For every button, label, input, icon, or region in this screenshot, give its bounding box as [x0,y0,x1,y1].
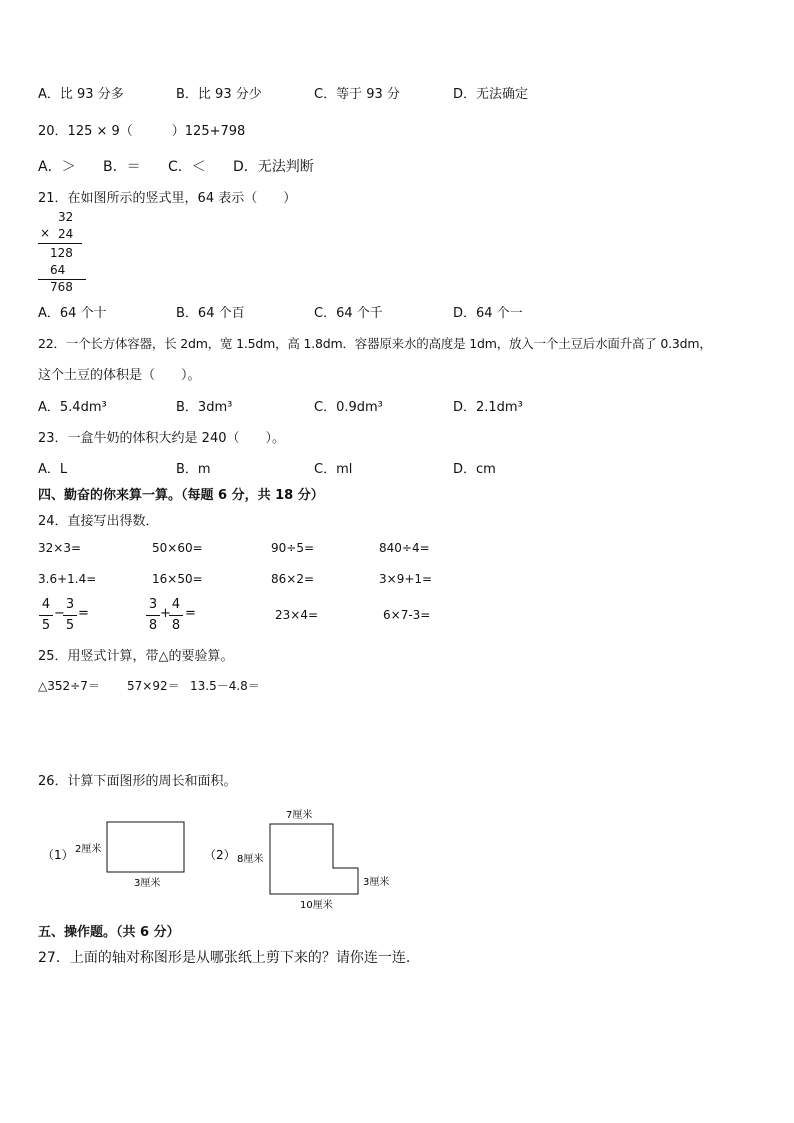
q22-stem-line-1: 22．一个长方体容器，长 2dm，宽 1.5dm，高 1.8dm．容器原来水的高度是 1dm，放入一个土豆后水面升高了 0.3dm， [38,336,712,351]
q23-option-a: A．L [38,462,68,477]
q19-option-d: D．无法确定 [453,87,529,102]
q21-calc-partial-1: 128 [50,246,73,260]
q25-item: 13.5－4.8＝ [190,679,260,693]
numerator: 3 [148,597,158,612]
fig1-label: （1） [42,848,74,862]
section-4-title: 四、勤奋的你来算一算。（每题 6 分，共 18 分） [38,488,324,503]
q21-calc-multiplicand: 32 [58,210,74,224]
q24-item: 840÷4= [379,541,430,555]
q24-item: 86×2= [271,572,315,586]
denominator: 8 [148,618,158,633]
q19-option-a: A．比 93 分多 [38,87,124,102]
q26-stem: 26．计算下面图形的周长和面积。 [38,774,237,789]
q21-calc-times-sign: × [40,226,51,240]
numerator: 4 [171,597,181,612]
q23-stem: 23．一盒牛奶的体积大约是 240（ ）。 [38,431,285,446]
q23-option-c: C．ml [314,462,353,477]
q24-item: 3×9+1= [379,572,433,586]
q25-item: △352÷7＝ [38,679,100,693]
q22-option-d: D．2.1dm³ [453,400,523,415]
q24-item: 90÷5= [271,541,315,555]
fraction [169,597,183,634]
q24-stem: 24．直接写出得数． [38,514,159,529]
denominator: 8 [171,618,181,633]
fig2-label: （2） [204,848,236,862]
fig2-left-label: 8厘米 [237,854,264,865]
q21-option-b: B．64 个百 [176,306,245,321]
fig2-bottom-label: 10厘米 [300,900,333,911]
fig1-rectangle [107,822,184,872]
q21-calc-result: 768 [50,280,73,294]
numerator: 3 [65,597,75,612]
denominator: 5 [65,618,75,633]
q25-stem: 25．用竖式计算，带△的要验算。 [38,649,234,664]
q21-stem: 21．在如图所示的竖式里，64 表示（ ） [38,191,297,206]
q24-item: 6×7-3= [383,608,431,622]
q27-stem: 27．上面的轴对称图形是从哪张纸上剪下来的？请你连一连. [38,950,411,966]
q21-option-c: C．64 个千 [314,306,383,321]
q24-item: 50×60= [152,541,203,555]
fraction [63,597,77,634]
q20-option-a: A．＞ [38,159,76,175]
fig2-top-label: 7厘米 [286,810,313,821]
equals-sign: = [78,606,89,621]
q23-option-d: D．cm [453,462,496,477]
q24-item: 23×4= [275,608,319,622]
q21-option-d: D．64 个一 [453,306,523,321]
denominator: 5 [41,618,51,633]
q24-item: 32×3= [38,541,82,555]
q22-stem-line-2: 这个土豆的体积是（ ）。 [38,368,201,383]
q19-option-b: B．比 93 分少 [176,87,262,102]
q22-option-a: A．5.4dm³ [38,400,107,415]
q21-calc-line-1 [38,243,82,244]
section-5-title: 五、操作题。（共 6 分） [38,925,180,940]
q21-calc-partial-2: 64 [50,263,66,277]
q20-option-c: C．＜ [168,159,206,175]
q20-stem: 20．125 × 9（ ）125+798 [38,124,246,139]
fraction [39,597,53,634]
q20-option-b: B．＝ [103,159,141,175]
q21-option-a: A．64 个十 [38,306,107,321]
q21-calc-multiplier: 24 [58,227,74,241]
q24-item: 3.6+1.4= [38,572,97,586]
q25-item: 57×92＝ [127,679,180,693]
fig1-height-label: 2厘米 [75,844,102,855]
equals-sign: = [185,606,196,621]
q26-figures [0,800,420,915]
q22-option-b: B．3dm³ [176,400,233,415]
q20-option-d: D．无法判断 [233,159,314,175]
fig2-right-label: 3厘米 [363,877,390,888]
fig1-width-label: 3厘米 [134,878,161,889]
operator: − [54,606,65,621]
fig2-l-shape [270,824,358,894]
operator: + [160,606,171,621]
q21-vertical-multiplication [36,210,96,296]
q24-item: 16×50= [152,572,203,586]
q22-option-c: C．0.9dm³ [314,400,383,415]
q23-option-b: B．m [176,462,211,477]
numerator: 4 [41,597,51,612]
fraction [146,597,160,634]
q19-option-c: C．等于 93 分 [314,87,400,102]
